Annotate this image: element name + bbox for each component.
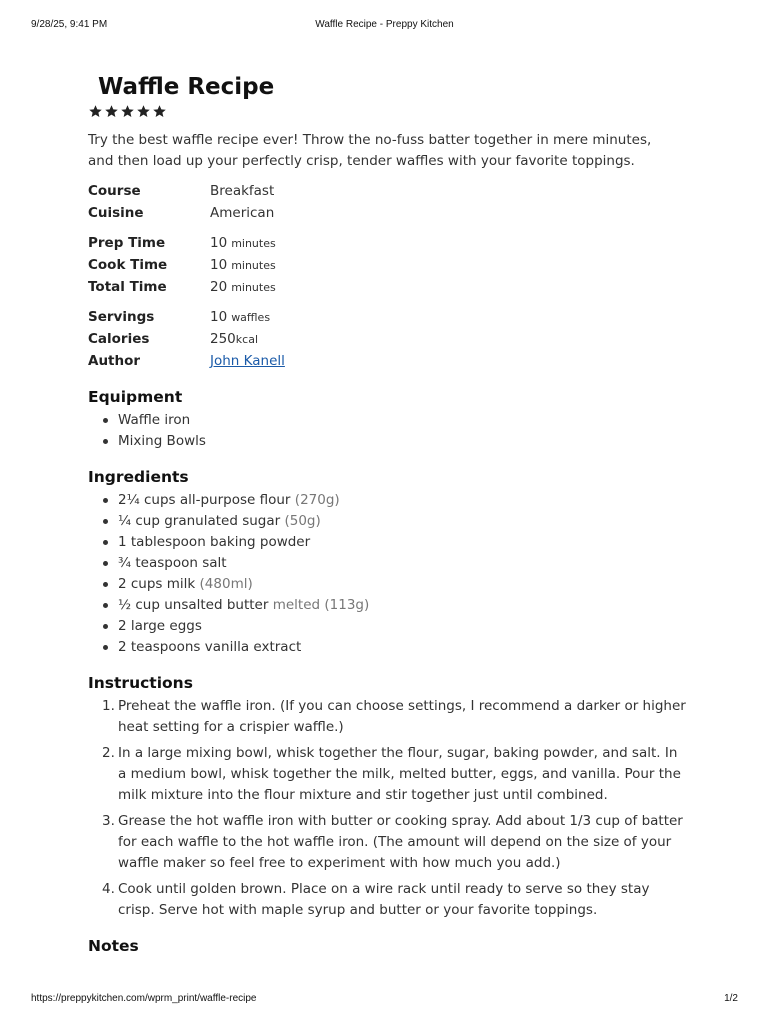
step-text: Preheat the waffle iron. (If you can choose settings, I recommend a darker or higher heat setting for a crispier waffle.) bbox=[118, 698, 686, 735]
meta-unit: minutes bbox=[231, 237, 276, 250]
list-item bbox=[88, 574, 688, 595]
ingredient-note: (50g) bbox=[284, 513, 321, 529]
instructions-heading: Instructions bbox=[88, 674, 193, 692]
bullet-icon bbox=[103, 582, 108, 587]
step-number: 3. bbox=[102, 813, 115, 829]
recipe-title: Waffle Recipe bbox=[98, 74, 275, 100]
meta-number: 10 bbox=[210, 235, 228, 251]
meta-value: Breakfast bbox=[210, 183, 275, 199]
bullet-icon bbox=[103, 418, 108, 423]
meta-label: Cuisine bbox=[88, 205, 144, 221]
meta-unit: waffles bbox=[231, 311, 271, 324]
bullet-icon bbox=[103, 603, 108, 608]
meta-number: 250 bbox=[210, 331, 236, 347]
instructions-list bbox=[88, 696, 688, 921]
instruction-step bbox=[88, 879, 688, 921]
list-item bbox=[88, 553, 688, 574]
print-url: https://preppykitchen.com/wprm_print/waffle-recipe bbox=[31, 993, 257, 1004]
meta-value bbox=[210, 235, 276, 251]
bullet-icon bbox=[103, 561, 108, 566]
meta-label: Servings bbox=[88, 309, 155, 325]
meta-value bbox=[210, 279, 276, 295]
list-item bbox=[88, 490, 688, 511]
ingredient-text: 1 tablespoon baking powder bbox=[118, 534, 311, 550]
meta-label: Course bbox=[88, 183, 141, 199]
meta-value bbox=[210, 331, 258, 347]
meta-number: 20 bbox=[210, 279, 228, 295]
page-number: 1/2 bbox=[724, 993, 738, 1004]
bullet-icon bbox=[103, 498, 108, 503]
instruction-step bbox=[88, 811, 688, 874]
list-item bbox=[88, 616, 688, 637]
meta-cuisine bbox=[88, 202, 688, 224]
meta-servings bbox=[88, 306, 688, 328]
meta-label: Author bbox=[88, 353, 141, 369]
meta-number: 10 bbox=[210, 257, 228, 273]
ingredient-text: ¾ teaspoon salt bbox=[118, 555, 227, 571]
equipment-item: Mixing Bowls bbox=[118, 433, 206, 449]
list-item bbox=[88, 595, 688, 616]
meta-value: American bbox=[210, 205, 275, 221]
meta-value bbox=[210, 309, 270, 325]
meta-group-info bbox=[88, 306, 688, 372]
meta-author bbox=[88, 350, 688, 372]
ingredient-note: (480ml) bbox=[199, 576, 253, 592]
meta-cook-time bbox=[88, 254, 688, 276]
step-number: 4. bbox=[102, 881, 115, 897]
star-icon bbox=[104, 104, 119, 119]
ingredients-list bbox=[88, 490, 688, 658]
meta-unit: kcal bbox=[235, 333, 258, 346]
ingredient-text: 2 large eggs bbox=[118, 618, 202, 634]
meta-prep-time bbox=[88, 232, 688, 254]
list-item bbox=[88, 532, 688, 553]
author-link[interactable]: John Kanell bbox=[210, 353, 285, 369]
meta-unit: minutes bbox=[231, 281, 276, 294]
meta-number: 10 bbox=[210, 309, 228, 325]
instruction-step bbox=[88, 696, 688, 738]
meta-label: Calories bbox=[88, 331, 150, 347]
meta-label: Total Time bbox=[88, 279, 167, 295]
ingredient-text: ¼ cup granulated sugar bbox=[118, 513, 281, 529]
star-icon bbox=[88, 104, 103, 119]
print-footer bbox=[31, 993, 738, 1007]
meta-total-time bbox=[88, 276, 688, 298]
meta-label: Prep Time bbox=[88, 235, 166, 251]
list-item bbox=[88, 431, 688, 452]
meta-unit: minutes bbox=[231, 259, 276, 272]
ingredient-text: 2 cups milk bbox=[118, 576, 196, 592]
equipment-item: Waffle iron bbox=[118, 412, 191, 428]
meta-label: Cook Time bbox=[88, 257, 168, 273]
recipe-meta bbox=[88, 180, 688, 372]
list-item bbox=[88, 637, 688, 658]
star-icon bbox=[152, 104, 167, 119]
step-text: In a large mixing bowl, whisk together the flour, sugar, baking powder, and salt. In a medium bowl, whisk together the milk, melted butter, eggs, and vanilla. Pour the milk mixture into the flour mixture and stir together just until combined. bbox=[118, 745, 681, 803]
bullet-icon bbox=[103, 519, 108, 524]
ingredient-text: ½ cup unsalted butter bbox=[118, 597, 269, 613]
recipe-summary: Try the best waffle recipe ever! Throw the no-fuss batter together in mere minutes, and then load up your perfectly crisp, tender waffles with your favorite toppings. bbox=[88, 132, 652, 169]
meta-group-times bbox=[88, 232, 688, 298]
print-header bbox=[31, 19, 738, 33]
star-icon bbox=[120, 104, 135, 119]
equipment-list bbox=[88, 410, 688, 452]
ingredient-text: 2 teaspoons vanilla extract bbox=[118, 639, 302, 655]
print-datetime: 9/28/25, 9:41 PM bbox=[31, 19, 108, 30]
list-item bbox=[88, 511, 688, 532]
meta-course bbox=[88, 180, 688, 202]
bullet-icon bbox=[103, 645, 108, 650]
step-text: Cook until golden brown. Place on a wire rack until ready to serve so they stay crisp. Serve hot with maple syrup and butter or your favorite toppings. bbox=[118, 881, 650, 918]
ingredient-text: 2¼ cups all-purpose flour bbox=[118, 492, 291, 508]
star-icon bbox=[136, 104, 151, 119]
instruction-step bbox=[88, 743, 688, 806]
recipe-card bbox=[88, 70, 688, 959]
meta-group-tags bbox=[88, 180, 688, 224]
meta-value bbox=[210, 353, 285, 369]
step-number: 1. bbox=[102, 698, 115, 714]
ingredient-note: melted (113g) bbox=[272, 597, 370, 613]
step-text: Grease the hot waffle iron with butter or cooking spray. Add about 1/3 cup of batter for each waffle to the hot waffle iron. (The amount will depend on the size of your waffle maker so feel free to experiment with how much you add.) bbox=[118, 813, 683, 871]
bullet-icon bbox=[103, 540, 108, 545]
ingredients-heading: Ingredients bbox=[88, 468, 189, 486]
bullet-icon bbox=[103, 624, 108, 629]
meta-value bbox=[210, 257, 276, 273]
star-rating bbox=[88, 104, 688, 124]
step-number: 2. bbox=[102, 745, 115, 761]
print-page-title: Waffle Recipe - Preppy Kitchen bbox=[315, 19, 454, 30]
notes-heading: Notes bbox=[88, 937, 139, 955]
list-item bbox=[88, 410, 688, 431]
bullet-icon bbox=[103, 439, 108, 444]
equipment-heading: Equipment bbox=[88, 388, 183, 406]
meta-calories bbox=[88, 328, 688, 350]
ingredient-note: (270g) bbox=[294, 492, 340, 508]
